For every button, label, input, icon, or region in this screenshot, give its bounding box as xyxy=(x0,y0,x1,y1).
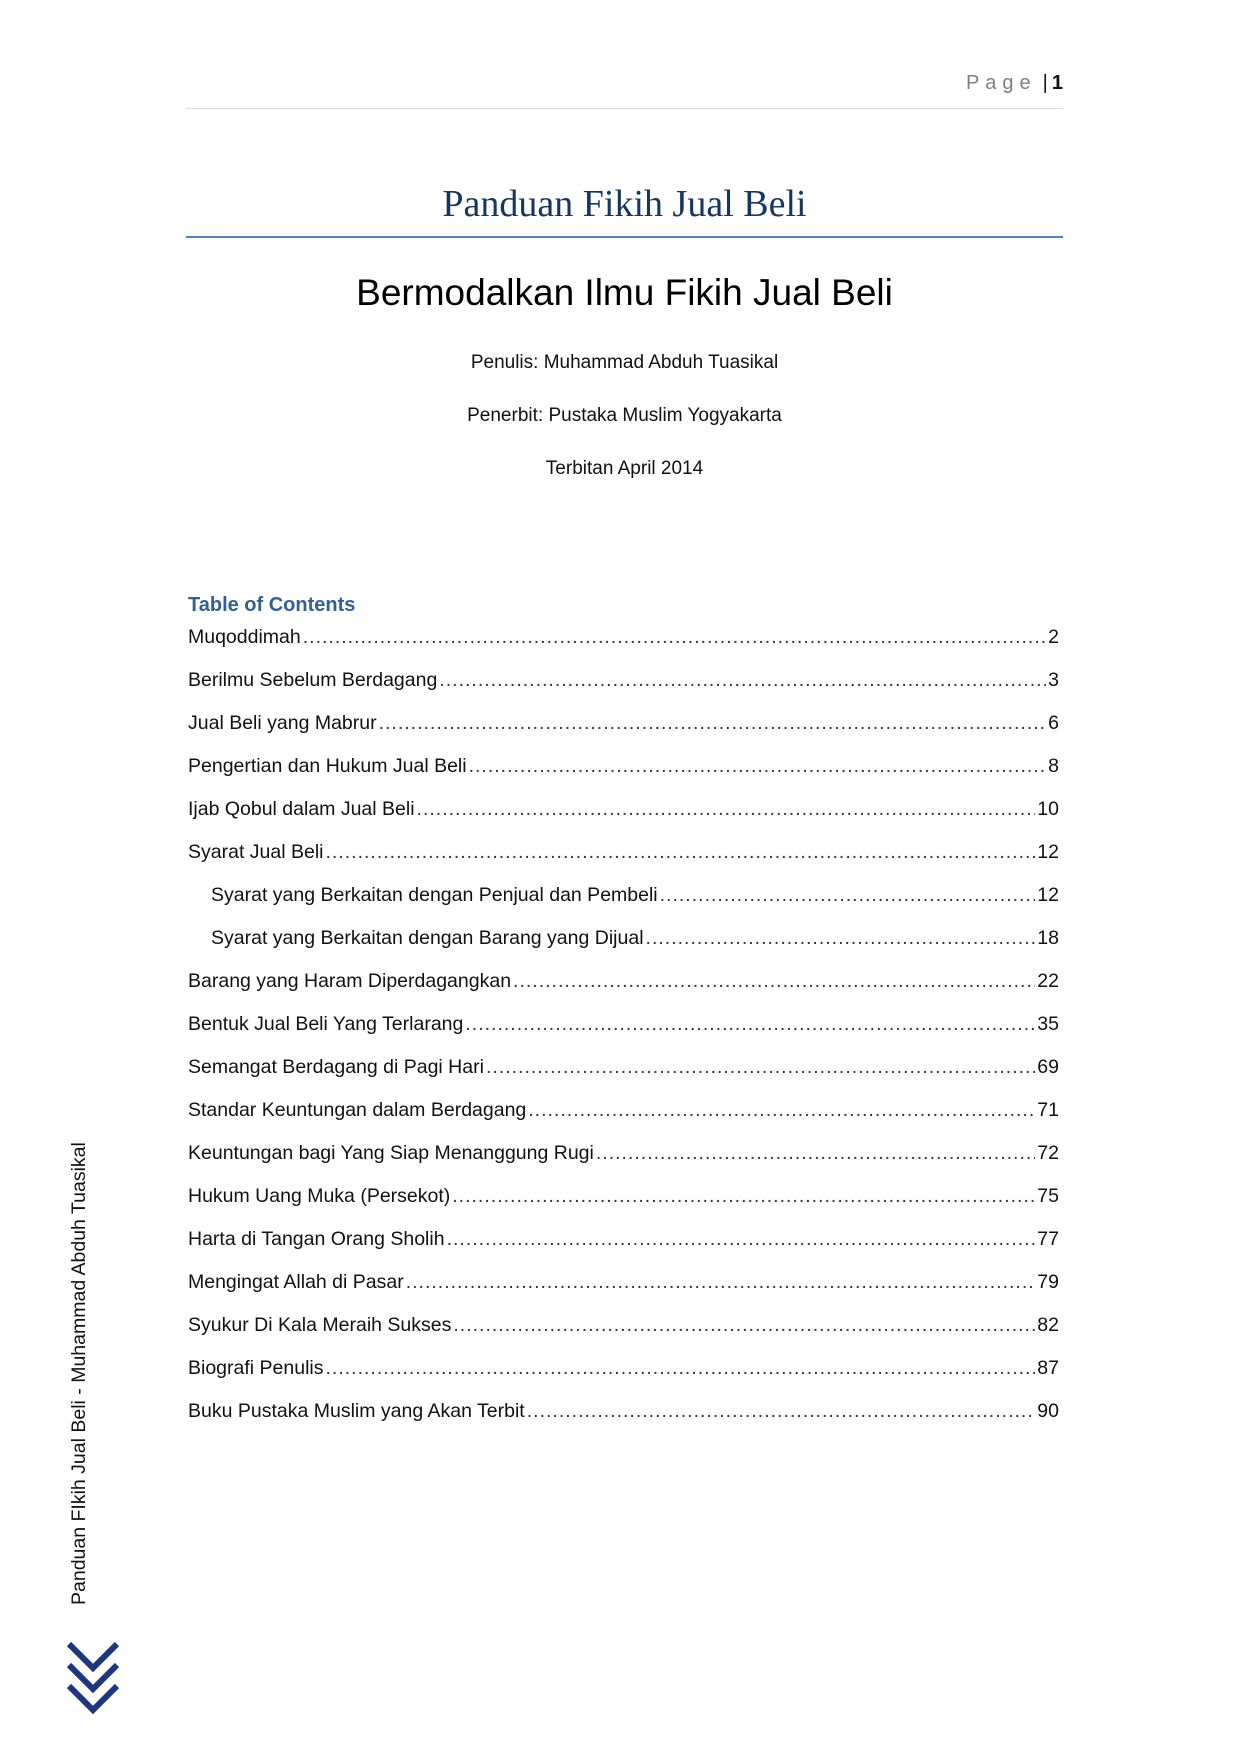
toc-entry-page: 8 xyxy=(1048,755,1059,777)
toc-entry-label: Standar Keuntungan dalam Berdagang xyxy=(188,1099,527,1121)
toc-entry-page: 75 xyxy=(1037,1185,1059,1207)
toc-entry-page: 12 xyxy=(1037,841,1059,863)
toc-leader-dots xyxy=(513,970,1035,993)
toc-entry[interactable] xyxy=(188,841,1059,884)
toc-entry-label: Ijab Qobul dalam Jual Beli xyxy=(188,798,415,820)
toc-leader-dots xyxy=(417,798,1036,821)
toc-entry-page: 6 xyxy=(1048,712,1059,734)
toc-entry-label: Barang yang Haram Diperdagangkan xyxy=(188,970,512,992)
toc-entry-page: 69 xyxy=(1037,1056,1059,1078)
toc-entry-label: Syarat Jual Beli xyxy=(188,841,324,863)
toc-entry-label: Harta di Tangan Orang Sholih xyxy=(188,1228,445,1250)
header-divider xyxy=(186,108,1063,109)
toc-leader-dots xyxy=(596,1142,1035,1165)
toc-leader-dots xyxy=(379,712,1047,735)
table-of-contents xyxy=(188,626,1059,1443)
chevron-down-icon xyxy=(66,1640,120,1718)
title-rule xyxy=(186,236,1063,238)
toc-entry-label: Bentuk Jual Beli Yang Terlarang xyxy=(188,1013,464,1035)
document-title: Panduan Fikih Jual Beli xyxy=(442,183,807,225)
toc-entry-page: 90 xyxy=(1037,1400,1059,1422)
toc-entry-label: Mengingat Allah di Pasar xyxy=(188,1271,404,1293)
toc-entry[interactable] xyxy=(188,1228,1059,1271)
toc-entry[interactable] xyxy=(188,755,1059,798)
toc-entry-page: 77 xyxy=(1037,1228,1059,1250)
toc-entry-page: 71 xyxy=(1037,1099,1059,1121)
toc-leader-dots xyxy=(465,1013,1035,1036)
side-running-title: Panduan FIkih Jual Beli - Muhammad Abduh Tuasikal xyxy=(68,1142,90,1605)
toc-entry-label: Berilmu Sebelum Berdagang xyxy=(188,669,438,691)
toc-entry[interactable] xyxy=(188,712,1059,755)
toc-entry[interactable] xyxy=(188,669,1059,712)
toc-leader-dots xyxy=(660,884,1036,907)
toc-entry-label: Syarat yang Berkaitan dengan Barang yang Dijual xyxy=(211,927,644,949)
toc-entry-label: Biografi Penulis xyxy=(188,1357,324,1379)
document-subtitle: Bermodalkan Ilmu Fikih Jual Beli xyxy=(356,272,893,313)
toc-entry-label: Hukum Uang Muka (Persekot) xyxy=(188,1185,451,1207)
toc-entry-label: Jual Beli yang Mabrur xyxy=(188,712,377,734)
toc-entry-page: 3 xyxy=(1048,669,1059,691)
page-separator: | xyxy=(1042,72,1048,94)
toc-entry-page: 22 xyxy=(1037,970,1059,992)
toc-leader-dots xyxy=(439,669,1046,692)
toc-leader-dots xyxy=(303,626,1046,649)
toc-leader-dots xyxy=(326,1357,1036,1380)
toc-entry[interactable] xyxy=(188,1271,1059,1314)
toc-entry-label: Buku Pustaka Muslim yang Akan Terbit xyxy=(188,1400,525,1422)
page-number: 1 xyxy=(1051,72,1063,94)
toc-entry[interactable] xyxy=(188,1099,1059,1142)
toc-leader-dots xyxy=(453,1314,1035,1337)
published-line: Terbitan April 2014 xyxy=(545,458,704,479)
toc-entry[interactable] xyxy=(188,1357,1059,1400)
toc-leader-dots xyxy=(469,755,1047,778)
toc-entry-label: Muqoddimah xyxy=(188,626,301,648)
toc-entry-label: Syukur Di Kala Meraih Sukses xyxy=(188,1314,452,1336)
toc-entry[interactable] xyxy=(188,970,1059,1013)
toc-entry-label: Semangat Berdagang di Pagi Hari xyxy=(188,1056,484,1078)
toc-entry[interactable] xyxy=(188,1314,1059,1357)
toc-entry[interactable] xyxy=(188,927,1059,970)
toc-entry[interactable] xyxy=(188,884,1059,927)
toc-leader-dots xyxy=(447,1228,1036,1251)
toc-entry-page: 10 xyxy=(1037,798,1059,820)
toc-entry-label: Pengertian dan Hukum Jual Beli xyxy=(188,755,467,777)
toc-entry-page: 72 xyxy=(1037,1142,1059,1164)
toc-leader-dots xyxy=(325,841,1035,864)
page-header xyxy=(186,72,1063,95)
toc-entry-label: Syarat yang Berkaitan dengan Penjual dan Pembeli xyxy=(211,884,658,906)
toc-leader-dots xyxy=(486,1056,1035,1079)
toc-entry-page: 79 xyxy=(1037,1271,1059,1293)
toc-entry-page: 2 xyxy=(1048,626,1059,648)
page-label: Page xyxy=(965,72,1037,94)
publisher-line: Penerbit: Pustaka Muslim Yogyakarta xyxy=(467,405,782,426)
toc-entry-page: 87 xyxy=(1037,1357,1059,1379)
toc-entry[interactable] xyxy=(188,1056,1059,1099)
toc-entry-page: 12 xyxy=(1037,884,1059,906)
toc-entry-page: 18 xyxy=(1037,927,1059,949)
author-line: Penulis: Muhammad Abduh Tuasikal xyxy=(470,352,779,373)
toc-entry[interactable] xyxy=(188,1400,1059,1443)
toc-heading: Table of Contents xyxy=(188,594,356,616)
toc-leader-dots xyxy=(406,1271,1036,1294)
toc-entry[interactable] xyxy=(188,1013,1059,1056)
toc-leader-dots xyxy=(527,1400,1036,1423)
toc-leader-dots xyxy=(528,1099,1035,1122)
toc-entry-page: 82 xyxy=(1037,1314,1059,1336)
toc-entry-page: 35 xyxy=(1037,1013,1059,1035)
toc-entry[interactable] xyxy=(188,798,1059,841)
toc-entry[interactable] xyxy=(188,626,1059,669)
toc-entry-label: Keuntungan bagi Yang Siap Menanggung Rugi xyxy=(188,1142,594,1164)
toc-entry[interactable] xyxy=(188,1142,1059,1185)
toc-entry[interactable] xyxy=(188,1185,1059,1228)
toc-leader-dots xyxy=(452,1185,1035,1208)
toc-leader-dots xyxy=(646,927,1036,950)
